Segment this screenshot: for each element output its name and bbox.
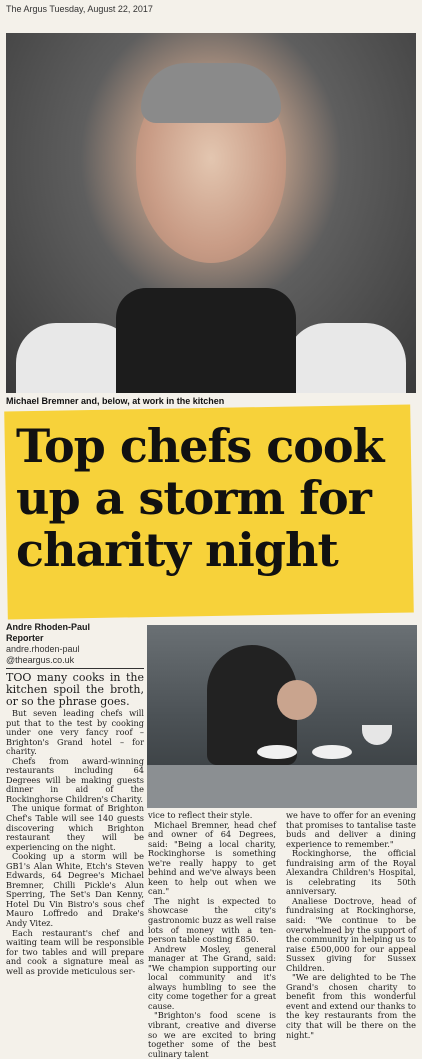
byline xyxy=(6,622,144,666)
photo-caption: Michael Bremner and, below, at work in the kitchen xyxy=(6,396,225,406)
byline-email: andre.rhoden-paul xyxy=(6,644,80,654)
main-photo-chef-portrait xyxy=(6,33,416,393)
article-paragraph: Each restaurant's chef and waiting team will be responsible for two tables and will prepare and cook a signature meal as well as provide meticulous ser- xyxy=(6,927,144,976)
article-paragraph: Cooking up a storm will be GB1's Alan White, Etch's Steven Edwards, 64 Degree's Michael Bremner, Chilli Pickle's Alun Sperring, The Set's Dan Kenny, Hotel Du Vin Bistro's sous chef Mauro Loffredo and Drake's Andy Vitez. xyxy=(6,851,144,929)
kitchen-photo xyxy=(147,625,417,808)
photo-hair xyxy=(141,63,281,123)
kitchen-photo-plate xyxy=(312,745,352,759)
photo-apron xyxy=(116,288,296,393)
headline: Top chefs cook up a storm for charity night xyxy=(16,419,384,577)
byline-name: Andre Rhoden-Paul xyxy=(6,622,91,632)
article-paragraph: Andrew Mosley, general manager at The Grand, said: "We champion supporting our local community and it's always humbling to see the city come together for a great cause. xyxy=(148,943,276,1011)
byline-divider xyxy=(6,668,144,669)
article-column-2 xyxy=(148,811,276,1059)
article-paragraph: Rockinghorse, the official fundraising arm of the Royal Alexandra Children's Hospital, is celebrating its 50th anniversary. xyxy=(286,848,416,897)
article-paragraph: Chefs from award-winning restaurants including 64 Degrees will be making guests dinner in aid of the Rockinghorse Children's Charity. xyxy=(6,755,144,804)
article-paragraph: TOO many cooks in the kitchen spoil the broth, or so the phrase goes. xyxy=(6,671,144,708)
kitchen-photo-bowl xyxy=(362,725,392,745)
kitchen-photo-counter xyxy=(147,765,417,808)
article-paragraph: "We are delighted to be The Grand's chosen charity to benefit from this wonderful event and extend our thanks to the key restaurants from the city that will be there on the night." xyxy=(286,972,416,1040)
kitchen-photo-plate xyxy=(257,745,297,759)
byline-email-domain: @theargus.co.uk xyxy=(6,655,75,665)
article-paragraph: "Brighton's food scene is vibrant, creative and diverse so we are excited to bring together some of the best culinary talent xyxy=(148,1010,276,1059)
masthead: The Argus Tuesday, August 22, 2017 xyxy=(6,4,153,14)
article-paragraph: we have to offer for an evening that promises to tantalise taste buds and deliver a dining experience to remember." xyxy=(286,810,416,849)
article-paragraph: The night is expected to showcase the city's gastronomic buzz as well raise lots of money with a ten-person table costing £850. xyxy=(148,895,276,945)
article-paragraph: Analiese Doctrove, head of fundraising at Rockinghorse, said: "We continue to be overwhelmed by the support of the community in helping us to raise £500,000 for our appeal Sussex giving for Sussex Children. xyxy=(286,895,416,973)
byline-role: Reporter xyxy=(6,633,44,643)
kitchen-photo-chef-head xyxy=(277,680,317,720)
photo-shirt-right xyxy=(286,323,406,393)
article-column-3 xyxy=(286,811,416,1040)
article-paragraph: But seven leading chefs will put that to the test by cooking under one very fancy roof – Brighton's Grand hotel – for charity. xyxy=(6,708,144,757)
article-paragraph: Michael Bremner, head chef and owner of 64 Degrees, said: "Being a local charity, Rockinghorse is something we're really happy to get behind and we've always been keen to help out when we can." xyxy=(148,819,276,897)
article-paragraph: The unique format of Brighton Chef's Table will see 140 guests discovering which Brighton restaurant they will be experiencing on the night. xyxy=(6,803,144,852)
article-paragraph: vice to reflect their style. xyxy=(148,810,253,820)
article-column-1 xyxy=(6,672,144,976)
